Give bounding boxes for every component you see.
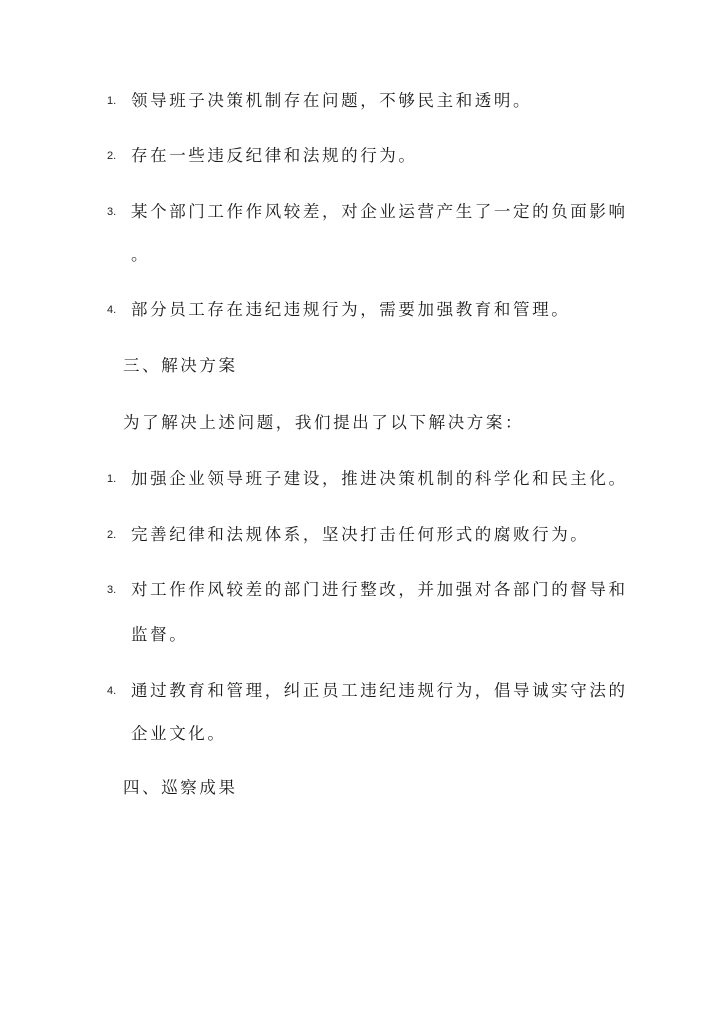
list-text: 完善纪律和法规体系，坚决打击任何形式的腐败行为。 bbox=[131, 525, 590, 544]
problem-item-1 bbox=[0, 86, 720, 116]
problem-item-4 bbox=[0, 295, 720, 325]
section-heading bbox=[0, 351, 720, 381]
list-number: 1. bbox=[107, 473, 117, 485]
solution-item-1 bbox=[0, 464, 720, 494]
section-3-intro: 为了解决上述问题，我们提出了以下解决方案： bbox=[123, 413, 525, 432]
solution-item-4-continuation bbox=[0, 719, 720, 749]
list-number: 2. bbox=[107, 529, 117, 541]
problem-item-3 bbox=[0, 197, 720, 227]
list-number: 3. bbox=[107, 584, 117, 596]
problem-item-3-continuation bbox=[0, 240, 720, 270]
solution-item-4 bbox=[0, 676, 720, 706]
list-text-continuation: 监督。 bbox=[131, 625, 189, 644]
section-heading bbox=[0, 773, 720, 803]
section-4-heading: 四、巡察成果 bbox=[123, 778, 238, 797]
list-number: 1. bbox=[107, 95, 117, 107]
section-3-heading: 三、解决方案 bbox=[123, 356, 238, 375]
solution-item-3 bbox=[0, 575, 720, 605]
list-text: 某个部门工作作风较差，对企业运营产生了一定的负面影响 bbox=[131, 202, 628, 221]
list-text: 通过教育和管理，纠正员工违纪违规行为，倡导诚实守法的 bbox=[131, 681, 628, 700]
list-text-continuation: 。 bbox=[131, 245, 151, 264]
solution-item-2 bbox=[0, 520, 720, 550]
section-intro bbox=[0, 408, 720, 438]
problem-item-2 bbox=[0, 141, 720, 171]
list-text: 加强企业领导班子建设，推进决策机制的科学化和民主化。 bbox=[131, 469, 628, 488]
list-text: 部分员工存在违纪违规行为，需要加强教育和管理。 bbox=[131, 300, 571, 319]
list-text-continuation: 企业文化。 bbox=[131, 724, 227, 743]
list-number: 2. bbox=[107, 150, 117, 162]
list-text: 存在一些违反纪律和法规的行为。 bbox=[131, 146, 418, 165]
list-number: 4. bbox=[107, 304, 117, 316]
list-number: 3. bbox=[107, 206, 117, 218]
list-text: 领导班子决策机制存在问题，不够民主和透明。 bbox=[131, 91, 533, 110]
solution-item-3-continuation bbox=[0, 620, 720, 650]
list-number: 4. bbox=[107, 685, 117, 697]
list-text: 对工作作风较差的部门进行整改，并加强对各部门的督导和 bbox=[131, 580, 628, 599]
